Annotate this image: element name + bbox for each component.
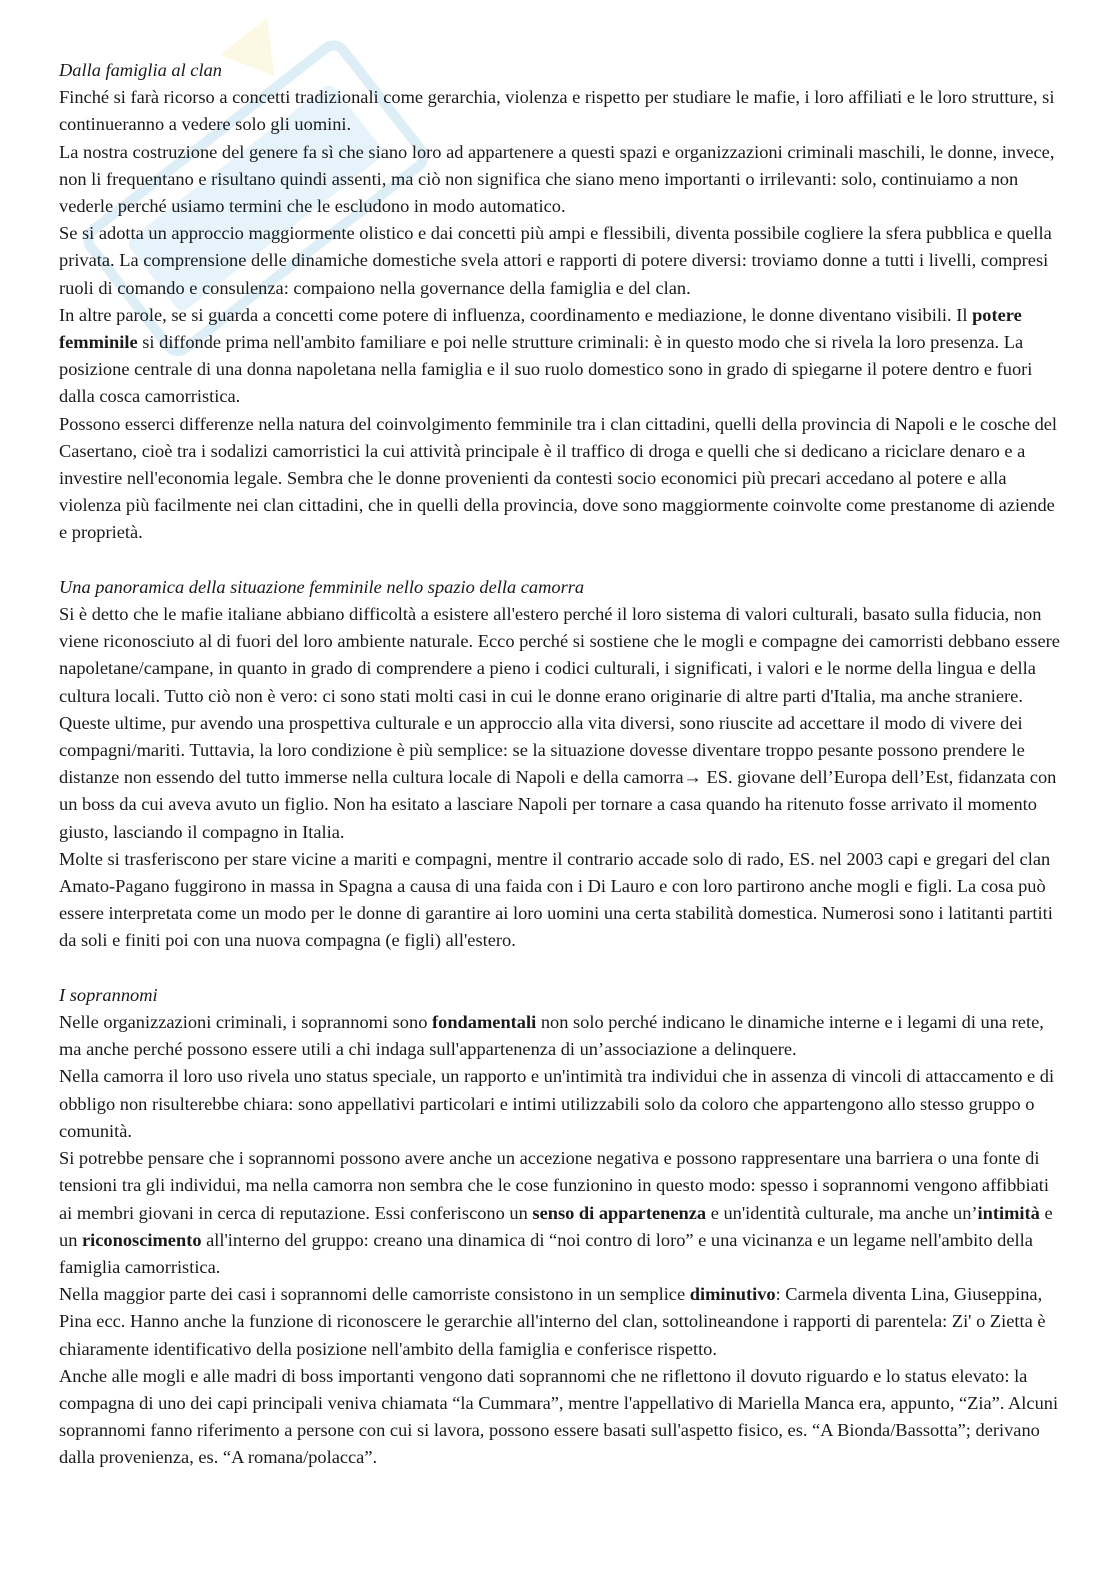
text-run: Nella camorra il loro uso rivela uno status speciale, un rapporto e un'intimità tra individui che in assenza di vincoli di attaccamento e di obbligo non risulterebbe chiara: sono appellativi particolari e intimi utilizzabili solo da coloro che appartengono allo stesso gruppo o comunità. bbox=[59, 1066, 1055, 1141]
section-heading: I soprannomi bbox=[59, 984, 158, 1005]
text-run: Possono esserci differenze nella natura del coinvolgimento femminile tra i clan cittadini, quelli della provincia di Napoli e le cosche del Casertano, cioè tra i sodalizi camorristici la cui attività principale è il traffico di droga e quelli che si dedicano a riciclare denaro e a investire nell'economia legale. Sembra che le donne provenienti da contesti socio economici più precari accedano al potere e alla violenza più facilmente nei clan cittadini, che in quelli della provincia, dove sono maggiormente coinvolte come prestanome di aziende e proprietà. bbox=[59, 413, 1058, 543]
text-run: Si è detto che le mafie italiane abbiano difficoltà a esistere all'estero perché il loro sistema di valori culturali, basato sulla fiducia, non viene riconosciuto al di fuori del loro ambiente naturale. Ecco perché si sostiene che le mogli e compagne dei camorristi debbano essere napoletane/campane, in quanto in grado di comprendere a pieno i codici culturali, i significati, i valori e le norme della lingua e della cultura locali. Tutto ciò non è vero: ci sono stati molti casi in cui le donne erano originarie di altre parti d'Italia, ma anche straniere. Queste ultime, pur avendo una prospettiva culturale e un approccio alla vita diversi, sono riuscite ad accettare il modo di vivere dei compagni/mariti. Tuttavia, la loro condizione è più semplice: se la situazione dovesse diventare troppo pesante possono prendere le distanze non essendo del tutto immerse nella cultura locale di Napoli e della camorra→ ES. giovane dell’Europa dell’Est, fidanzata con un boss da cui aveva avuto un figlio. Non ha esitato a lasciare Napoli per tornare a casa quando ha ritenuto fosse arrivato il momento giusto, lasciando il compagno in Italia. bbox=[59, 604, 1060, 842]
text-run: Nella maggior parte dei casi i soprannomi delle camorriste consistono in un semplice bbox=[59, 1284, 690, 1305]
text-run: Si potrebbe pensare che i soprannomi possono avere anche un accezione negativa e possono rappresentare una barriera o una fonte di tensioni tra gli individui, ma nella camorra non sembra che le cose funzionino in questo modo: spesso i soprannomi vengono affibbiati ai membri giovani in cerca di reputazione. Essi conferiscono un bbox=[59, 1148, 1049, 1223]
paragraph bbox=[59, 220, 1061, 302]
text-run: non solo perché indicano le dinamiche interne e i legami di una rete, ma anche perché possono essere utili a chi indaga sull'appartenenza di un’associazione a delinquere. bbox=[59, 1012, 1044, 1060]
section-heading: Una panoramica della situazione femminile nello spazio della camorra bbox=[59, 576, 585, 597]
text-run: e un bbox=[59, 1202, 1053, 1250]
paragraph bbox=[59, 1063, 1061, 1145]
text-run: : Carmela diventa Lina, Giuseppina, Pina ecc. Hanno anche la funzione di riconoscere le gerarchie all'interno del clan, sottolineandone i rapporti di parentela: Zi' o Zietta è chiaramente identificativo della posizione nell'ambito della famiglia e conferisce rispetto. bbox=[59, 1284, 1046, 1359]
paragraph bbox=[59, 1363, 1061, 1472]
section-panoramica bbox=[59, 574, 1061, 955]
paragraph bbox=[59, 1145, 1061, 1281]
bold-term: fondamentali bbox=[432, 1012, 537, 1033]
bold-term: senso di appartenenza bbox=[532, 1202, 707, 1223]
section-famiglia-clan bbox=[59, 57, 1061, 547]
bold-term: intimità bbox=[977, 1202, 1040, 1223]
document-page bbox=[59, 57, 1061, 1472]
paragraph bbox=[59, 846, 1061, 955]
section-soprannomi bbox=[59, 982, 1061, 1472]
bold-term: riconoscimento bbox=[82, 1229, 202, 1250]
text-run: In altre parole, se si guarda a concetti come potere di influenza, coordinamento e mediazione, le donne diventano visibili. Il bbox=[59, 304, 973, 325]
text-run: La nostra costruzione del genere fa sì che siano loro ad appartenere a questi spazi e organizzazioni criminali maschili, le donne, invece, non li frequentano e risultano quindi assenti, ma ciò non significa che siano meno importanti o irrilevanti: solo, continuiamo a non vederle perché usiamo termini che le escludono in modo automatico. bbox=[59, 141, 1055, 217]
text-run: e un'identità culturale, ma anche un’ bbox=[706, 1202, 978, 1223]
paragraph bbox=[59, 84, 1061, 138]
paragraph bbox=[59, 1281, 1061, 1363]
text-run: Anche alle mogli e alle madri di boss importanti vengono dati soprannomi che ne riflettono il dovuto riguardo e lo status elevato: la compagna di uno dei capi principali veniva chiamata “la Cummara”, mentre l'appellativo di Mariella Manca era, appunto, “Zia”. Alcuni soprannomi fanno riferimento a persone con cui si lavora, possono essere basati sull'aspetto fisico, es. “A Bionda/Bassotta”; derivano dalla provenienza, es. “A romana/polacca”. bbox=[59, 1365, 1059, 1468]
section-heading: Dalla famiglia al clan bbox=[59, 60, 222, 80]
paragraph bbox=[59, 139, 1061, 221]
text-run: si diffonde prima nell'ambito familiare e poi nelle strutture criminali: è in questo modo che si rivela la loro presenza. La posizione centrale di una donna napoletana nella famiglia e il suo ruolo domestico sono in grado di spiegarne il potere dentro e fuori dalla cosca camorristica. bbox=[59, 332, 1033, 407]
paragraph bbox=[59, 601, 1061, 846]
text-run: Nelle organizzazioni criminali, i soprannomi sono bbox=[59, 1012, 432, 1033]
text-run: all'interno del gruppo: creano una dinamica di “noi contro di loro” e una vicinanza e un legame nell'ambito della famiglia camorristica. bbox=[59, 1229, 1033, 1277]
paragraph bbox=[59, 302, 1061, 411]
text-run: Se si adotta un approccio maggiormente olistico e dai concetti più ampi e flessibili, diventa possibile cogliere la sfera pubblica e quella privata. La comprensione delle dinamiche domestiche svela attori e rapporti di potere diversi: troviamo donne a tutti i livelli, compresi ruoli di comando e consulenza: compaiono nella governance della famiglia e del clan. bbox=[59, 223, 1052, 298]
bold-term: potere femminile bbox=[59, 304, 1022, 353]
paragraph bbox=[59, 1009, 1061, 1063]
text-run: Molte si trasferiscono per stare vicine a mariti e compagni, mentre il contrario accade solo di rado, ES. nel 2003 capi e gregari del clan Amato-Pagano fuggirono in massa in Spagna a causa di una faida con i Di Lauro e con loro partirono anche mogli e figli. La cosa può essere interpretata come un modo per le donne di garantire ai loro uomini una certa stabilità domestica. Numerosi sono i latitanti partiti da soli e finiti poi con una nuova compagna (e figli) all'estero. bbox=[59, 848, 1053, 951]
bold-term: diminutivo bbox=[689, 1284, 776, 1305]
text-run: Finché si farà ricorso a concetti tradizionali come gerarchia, violenza e rispetto per studiare le mafie, i loro affiliati e le loro strutture, si continueranno a vedere solo gli uomini. bbox=[59, 87, 1055, 135]
paragraph bbox=[59, 411, 1061, 547]
